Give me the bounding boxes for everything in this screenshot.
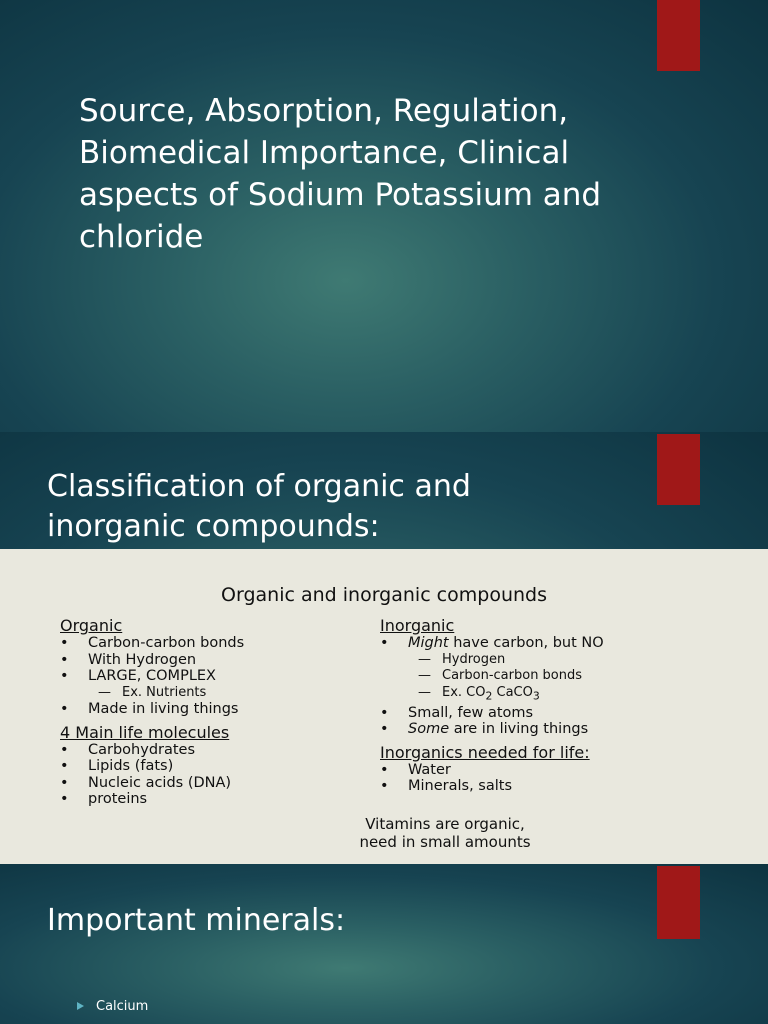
slide-title: Important minerals: xyxy=(47,903,346,938)
list-item: • Carbohydrates xyxy=(60,742,360,759)
note-line: Vitamins are organic, xyxy=(365,815,525,833)
list-item: • Minerals, salts xyxy=(380,778,750,795)
life-molecules-list xyxy=(60,742,360,808)
list-text: have carbon, but NO xyxy=(448,635,604,651)
figure-title: Organic and inorganic compounds xyxy=(221,584,547,606)
inorganic-column xyxy=(380,617,750,795)
list-item: • With Hydrogen xyxy=(60,652,360,669)
title-slide xyxy=(0,0,768,432)
minerals-slide xyxy=(0,864,768,1024)
list-item: • LARGE, COMPLEX xyxy=(60,668,360,685)
needed-list xyxy=(380,762,750,795)
accent-bar xyxy=(657,0,700,71)
organic-sublist xyxy=(60,685,360,702)
life-molecules-heading: 4 Main life molecules xyxy=(60,722,230,742)
slide-title: Classification of organic and inorganic compounds: xyxy=(47,469,471,544)
list-item xyxy=(380,635,750,652)
inorganic-list xyxy=(380,635,750,652)
list-item: • Made in living things xyxy=(60,701,360,718)
note-line: need in small amounts xyxy=(359,833,531,851)
minerals-list xyxy=(75,997,148,1017)
list-item: — Carbon-carbon bonds xyxy=(418,668,750,685)
slide-title: Source, Absorption, Regulation, Biomedical Importance, Clinical aspects of Sodium Potassium and chloride xyxy=(79,93,602,255)
inorganic-list-cont xyxy=(380,705,750,738)
list-item: • Water xyxy=(380,762,750,779)
subscript: 2 xyxy=(485,689,493,703)
organic-column xyxy=(60,617,360,808)
organic-heading: Organic xyxy=(60,616,123,635)
list-item: — Ex. Nutrients xyxy=(98,685,360,702)
emphasis: Some xyxy=(408,721,450,738)
list-item: • Small, few atoms xyxy=(380,705,750,722)
accent-bar xyxy=(657,866,700,939)
inorganic-heading: Inorganic xyxy=(380,616,455,635)
list-item: Calcium xyxy=(75,997,148,1017)
inorganic-sublist xyxy=(380,652,750,705)
list-item: — Hydrogen xyxy=(418,652,750,669)
accent-bar xyxy=(657,434,700,505)
formula-text: CaCO xyxy=(492,684,533,700)
list-item xyxy=(418,685,750,705)
subscript: 3 xyxy=(532,689,540,703)
list-text: are in living things xyxy=(449,721,589,738)
list-item: • Nucleic acids (DNA) xyxy=(60,775,360,792)
needed-heading: Inorganics needed for life: xyxy=(380,742,590,762)
list-item xyxy=(380,721,750,738)
formula-text: Ex. CO xyxy=(442,684,486,700)
list-item: • Lipids (fats) xyxy=(60,758,360,775)
list-item: • proteins xyxy=(60,791,360,808)
vitamins-note xyxy=(280,815,610,851)
classification-slide xyxy=(0,432,768,864)
compounds-figure xyxy=(0,549,768,864)
list-item: • Carbon-carbon bonds xyxy=(60,635,360,652)
emphasis: Might xyxy=(408,635,449,651)
organic-list xyxy=(60,635,360,685)
organic-list-cont xyxy=(60,701,360,718)
